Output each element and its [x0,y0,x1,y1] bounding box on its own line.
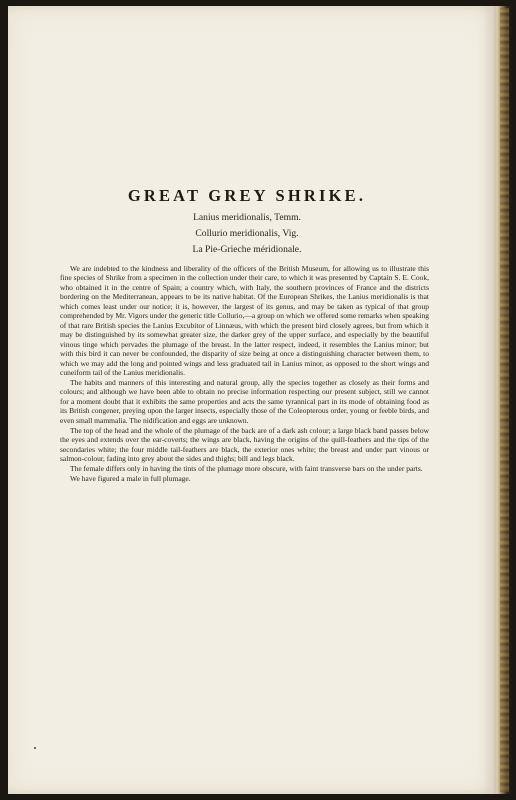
synonym-line: Lanius meridionalis, Temm. [193,212,301,223]
synonym-line: Collurio meridionalis, Vig. [195,228,299,239]
paragraph: We are indebted to the kindness and liberality of the officers of the British Museum, for allowing us to illustrate this fine species of Shrike from a specimen in the collection under their care, to which it was presented by Captain S. E. Cook, who obtained it in the centre of Spain; a country which, with Italy, the southern provinces of France and the districts bordering on the Mediterranean, appears to be its native habitat. Of the European Shrikes, the Lanius meridionalis is that which comes least under our notice; it is, however, the largest of its genus, and may be taken as typical of that group comprehended by Mr. Vigors under the generic title Collurio,—a group on which we offered some remarks when speaking of that rare British species the Lanius Excubitor of Linnæus, with which the present bird closely agrees, but from which it may be distinguished by its somewhat greater size, the darker grey of the upper surface, and especially by the beautiful vinous tinge which pervades the plumage of the breast. In the latter respect, indeed, it resembles the Lanius minor; but with this bird it can never be confounded, the disparity of size being at once a distinguishing character between them, to which we may add the long and pointed wings and less graduated tail in Lanius minor, as opposed to the short wings and cuneiform tail of the Lanius meridionalis. [60,264,429,377]
paragraph: The habits and manners of this interesting and natural group, ally the species together as closely as their forms and colours; and although we have been able to obtain no precise information respecting our present subject, still we cannot for a moment doubt that it exhibits the same properties and acts the same tyrannical part in its mode of obtaining food as its British congener, preying upon the larger insects, especially those of the Coleopterous order, young or feeble birds, and even small mammalia. The nidification and eggs are unknown. [60,377,429,425]
gilt-edge [500,8,509,792]
paragraph: We have figured a male in full plumage. [70,473,191,483]
body-text [60,264,429,483]
synonym-line: La Pie-Grieche méridionale. [192,244,302,255]
paragraph: The top of the head and the whole of the plumage of the back are of a dark ash colour; a large black band passes below the eyes and extends over the ear-coverts; the wings are black, having the origins of the quill-feathers and the tips of the secondaries white; the four middle tail-feathers are black, the exterior ones white; the breast and under part vinous or salmon-colour, fading into grey about the sides and thighs; bill and legs black. [60,425,429,464]
page-title: GREAT GREY SHRIKE. [127,186,367,205]
ink-speck [34,747,36,749]
paragraph: The female differs only in having the tints of the plumage more obscure, with faint transverse bars on the under parts. [70,464,423,474]
